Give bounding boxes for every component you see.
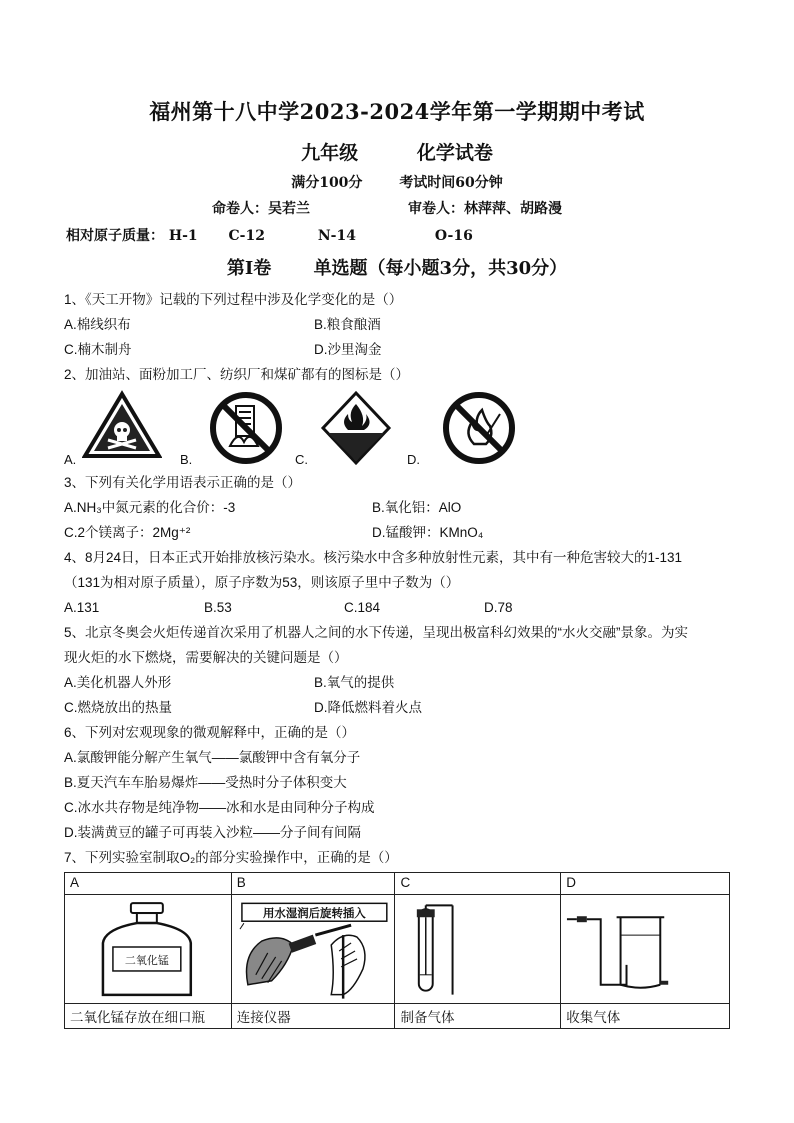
q7-picture-a: [65, 895, 232, 1004]
flammable-sign-icon: [320, 390, 392, 470]
q5-option-a[interactable]: A.美化机器人外形: [64, 675, 172, 690]
question-1-stem: 1、《天工开物》记载的下列过程中涉及化学变化的是（）: [64, 292, 403, 307]
q6-option-b[interactable]: B.夏天汽车车胎易爆炸——受热时分子体积变大: [64, 775, 347, 790]
gas-collection-apparatus-icon: [561, 895, 729, 1003]
gas-preparation-apparatus-icon: [395, 895, 560, 1003]
narrow-mouth-bottle-icon: [65, 895, 231, 1003]
exam-title: 福州第十八中学2023-2024学年第一学期期中考试: [149, 99, 645, 124]
atom-o: O-16: [434, 228, 473, 244]
q7-option-a[interactable]: A: [65, 873, 232, 895]
grade-label: 九年级: [301, 142, 359, 164]
q2-signs: [64, 390, 584, 470]
table-row: [65, 1004, 730, 1029]
q7-caption-a: 二氧化锰存放在细口瓶: [65, 1004, 232, 1029]
q7-option-d[interactable]: D: [561, 873, 730, 895]
q7-option-b[interactable]: B: [231, 873, 395, 895]
q5-option-c[interactable]: C.燃烧放出的热量: [64, 700, 172, 715]
q5-option-d[interactable]: D.降低燃料着火点: [314, 700, 422, 715]
q1-option-b[interactable]: B.粮食酿酒: [314, 317, 381, 332]
q3-option-d[interactable]: D.锰酸钾：KMnO₄: [372, 525, 484, 540]
question-5-stem-line2: 现火炬的水下燃烧，需要解决的关键问题是（）: [64, 650, 348, 665]
q2-option-d[interactable]: D.: [407, 452, 420, 467]
author: 命卷人：吴若兰: [212, 201, 310, 217]
hint-label: 用水湿润后旋转插入: [262, 906, 366, 921]
q6-option-d[interactable]: D.装满黄豆的罐子可再装入沙粒——分子间有间隔: [64, 825, 361, 840]
q7-operations-table: [64, 872, 730, 1029]
exam-meta: [0, 172, 794, 192]
atom-h: H-1: [168, 228, 198, 244]
q7-picture-d: [561, 895, 730, 1004]
no-open-flame-sign-icon: [436, 390, 522, 470]
reviewer: 审卷人：林萍萍、胡路漫: [408, 201, 562, 217]
atoms-label: 相对原子质量：: [66, 228, 164, 244]
q7-picture-c: [395, 895, 561, 1004]
atom-c: C-12: [228, 228, 265, 244]
q6-option-c[interactable]: C.冰水共存物是纯净物——冰和水是由同种分子构成: [64, 800, 375, 815]
q7-caption-d: 收集气体: [561, 1004, 730, 1029]
question-2-stem: 2、加油站、面粉加工厂、纺织厂和煤矿都有的图标是（）: [64, 367, 410, 382]
q4-option-d[interactable]: D.78: [484, 600, 513, 615]
q4-option-a[interactable]: A.131: [64, 600, 100, 615]
q2-option-a[interactable]: A.: [64, 452, 77, 467]
q3-option-b[interactable]: B.氧化铝：AlO: [372, 500, 462, 515]
q7-caption-c: 制备气体: [395, 1004, 561, 1029]
atomic-masses: [66, 225, 473, 245]
bottle-label: 二氧化锰: [124, 953, 169, 967]
q3-option-c[interactable]: C.2个镁离子：2Mg⁺²: [64, 525, 191, 540]
q2-option-c[interactable]: C.: [295, 452, 308, 467]
q4-option-c[interactable]: C.184: [344, 600, 381, 615]
section-heading: [0, 254, 794, 280]
toxic-sign-icon: [82, 390, 162, 464]
q6-option-a[interactable]: A.氯酸钾能分解产生氧气——氯酸钾中含有氧分子: [64, 750, 361, 765]
question-7-stem: 7、下列实验室制取O₂的部分实验操作中，正确的是（）: [64, 850, 398, 865]
section-part: 第I卷: [226, 258, 272, 279]
question-5-stem-line1: 5、北京冬奥会火炬传递首次采用了机器人之间的水下传递，呈现出极富科幻效果的“水火交融”景象。为实: [64, 625, 688, 640]
q3-option-a[interactable]: A.NH₃中氮元素的化合价：-3: [64, 500, 236, 515]
q7-picture-b: [231, 895, 395, 1004]
q5-option-b[interactable]: B.氧气的提供: [314, 675, 395, 690]
exam-subtitle: [0, 138, 794, 165]
q1-option-c[interactable]: C.楠木制舟: [64, 342, 132, 357]
q1-option-d[interactable]: D.沙里淘金: [314, 342, 382, 357]
question-4-stem-line2: （131为相对原子质量），原子序数为53，则该原子里中子数为（）: [64, 575, 460, 590]
subject-label: 化学试卷: [416, 142, 493, 164]
q1-option-a[interactable]: A.棉线织布: [64, 317, 131, 332]
full-score: 满分100分: [291, 175, 363, 191]
atom-n: N-14: [317, 228, 356, 244]
question-4-stem-line1: 4、8月24日，日本正式开始排放核污染水。核污染水中含多种放射性元素，其中有一种危害较大的1-131: [64, 550, 683, 565]
connecting-apparatus-icon: [232, 895, 395, 1003]
q7-option-c[interactable]: C: [395, 873, 561, 895]
no-fire-sign-icon: [208, 390, 284, 470]
question-6-stem: 6、下列对宏观现象的微观解释中，正确的是（）: [64, 725, 356, 740]
table-row: [65, 895, 730, 1004]
q2-option-b[interactable]: B.: [180, 452, 193, 467]
exam-time: 考试时间60分钟: [399, 175, 503, 191]
table-row: [65, 873, 730, 895]
q7-caption-b: 连接仪器: [231, 1004, 395, 1029]
section-name: 单选题（每小题3分，共30分）: [313, 258, 568, 279]
question-3-stem: 3、下列有关化学用语表示正确的是（）: [64, 475, 302, 490]
q4-option-b[interactable]: B.53: [204, 600, 232, 615]
